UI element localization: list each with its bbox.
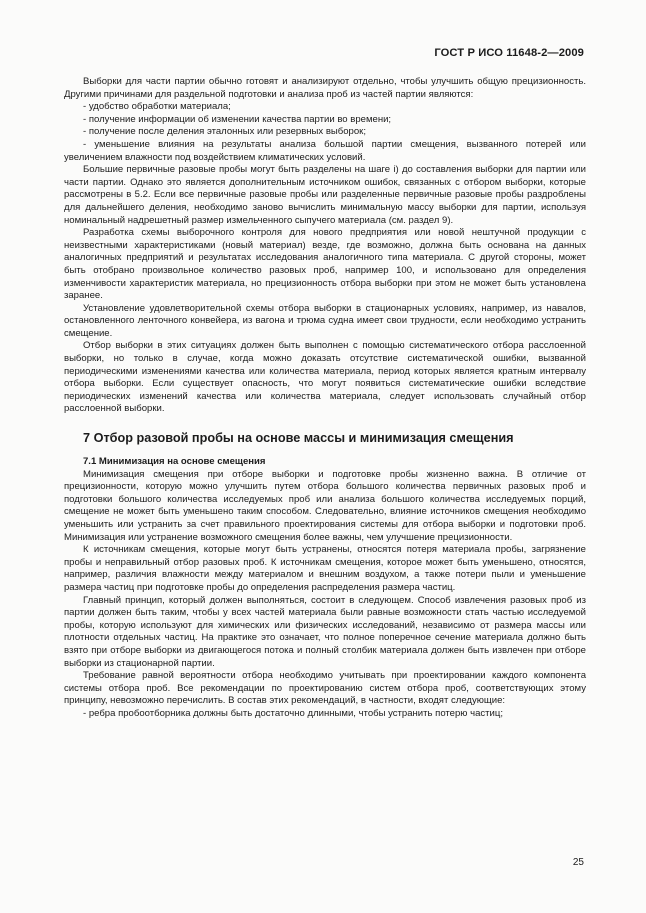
paragraph: Отбор выборки в этих ситуациях должен быть выполнен с помощью систематического отбора расслоенной выборки, но только в случае, когда можно доказать отсутствие систематической ошибки, вызванной периодическими изменениями качества или количества материала, период которых является кратным интервалу отбора выборки. Если существует опасность, что могут появиться систематические ошибки вследствие периодических изменений качества или количества материала, следует использовать случайный отбор расслоенной выборки. (64, 340, 586, 415)
paragraph: К источникам смещения, которые могут быть устранены, относятся потеря материала пробы, загрязнение пробы и неправильный отбор разовых проб. К источникам смещения, которое может быть уменьшено, относятся, например, различия влажности между материалом и внешним воздухом, а также потери пыли и уменьшение размера частиц при подготовке пробы до определения распределения размера частиц. (64, 544, 586, 593)
list-item: - удобство обработки материала; (83, 101, 231, 113)
paragraph: Установление удовлетворительной схемы отбора выборки в стационарных условиях, например, из навалов, остановленного ленточного конвейера, из вагона и трюма судна имеет свои трудности, если необходимо устранить смещение. (64, 302, 586, 339)
paragraph: Выборки для части партии обычно готовят и анализируют отдельно, чтобы улучшить общую прецизионность. Другими причинами для раздельной подготовки и анализа проб из частей партии являются: (64, 76, 586, 100)
page-number: 25 (572, 857, 584, 868)
section-title: 7 Отбор разовой пробы на основе массы и минимизация смещения (83, 431, 514, 446)
paragraph: Минимизация смещения при отборе выборки и подготовке пробы жизненно важна. В отличие от прецизионности, которую можно улучшить путем отбора большого количества первичных разовых проб и подготовки большого количества исследуемых проб или анализа большого количества исследуемых порций, смещение не может быть уменьшено таким способом. Следовательно, влияние источников смещения необходимо уменьшить или устранить за счет правильного проектирования системы для отбора выборки и подготовки проб. Минимизация или устранение возможного смещения более важны, чем улучшение прецизионности. (64, 468, 586, 543)
standard-header: ГОСТ Р ИСО 11648-2—2009 (434, 47, 584, 59)
list-item: - получение после деления эталонных или резервных выборок; (83, 126, 366, 138)
list-item: - уменьшение влияния на результаты анализа большой партии смещения, вызванного потерей или увеличением влажности под воздействием климатических условий. (64, 138, 586, 163)
page-content (64, 76, 586, 721)
list-item: - ребра пробоотборника должны быть достаточно длинными, чтобы устранить потерю частиц; (83, 707, 503, 719)
list-item: - получение информации об изменении качества партии во времени; (83, 113, 392, 125)
paragraph: Разработка схемы выборочного контроля для нового предприятия или новой нештучной продукции с неизвестными характеристиками (новый материал) везде, где возможно, должна быть основана на данных аналогичных предприятий и результатах исследования аналогичного типа материала. С другой стороны, может быть отобрано произвольное количество разовых проб, например 100, и использовано для определения изменчивости характеристик материала, но прецизионность отбора выборки при этом не может быть установлена заранее. (64, 227, 586, 302)
paragraph: Главный принцип, который должен выполняться, состоит в следующем. Способ извлечения разовых проб из партии должен быть таким, чтобы у всех частей материала были равные возможности стать частью исследуемой пробы, которую используют для химических или физических исследований, независимо от размера массы или плотности отдельных частиц. На практике это означает, что полное поперечное сечение материала должно быть взято при отборе выборки из двигающегося потока и полный столбик материала должен быть извлечен при отборе выборки из стационарной партии. (64, 594, 586, 669)
subsection-title: 7.1 Минимизация на основе смещения (83, 456, 266, 468)
paragraph: Требование равной вероятности отбора необходимо учитывать при проектировании каждого компонента системы отбора проб. Все рекомендации по проектированию систем отбора проб, соответствующих этому принципу, невозможно перечислить. В состав этих рекомендаций, в частности, входят следующие: (64, 670, 586, 707)
paragraph: Большие первичные разовые пробы могут быть разделены на шаге i) до составления выборки для партии или части партии. Однако это является дополнительным источником ошибок, связанных с отбором выборки, которые рассмотрены в 5.2. Если все первичные разовые пробы или разделенные первичные разовые пробы раздроблены для дальнейшего деления, необходимо заново вычислить минимальную массу выборки для партии, используя номинальный надрешетный размер измельченного сыпучего материала (см. раздел 9). (64, 164, 586, 226)
